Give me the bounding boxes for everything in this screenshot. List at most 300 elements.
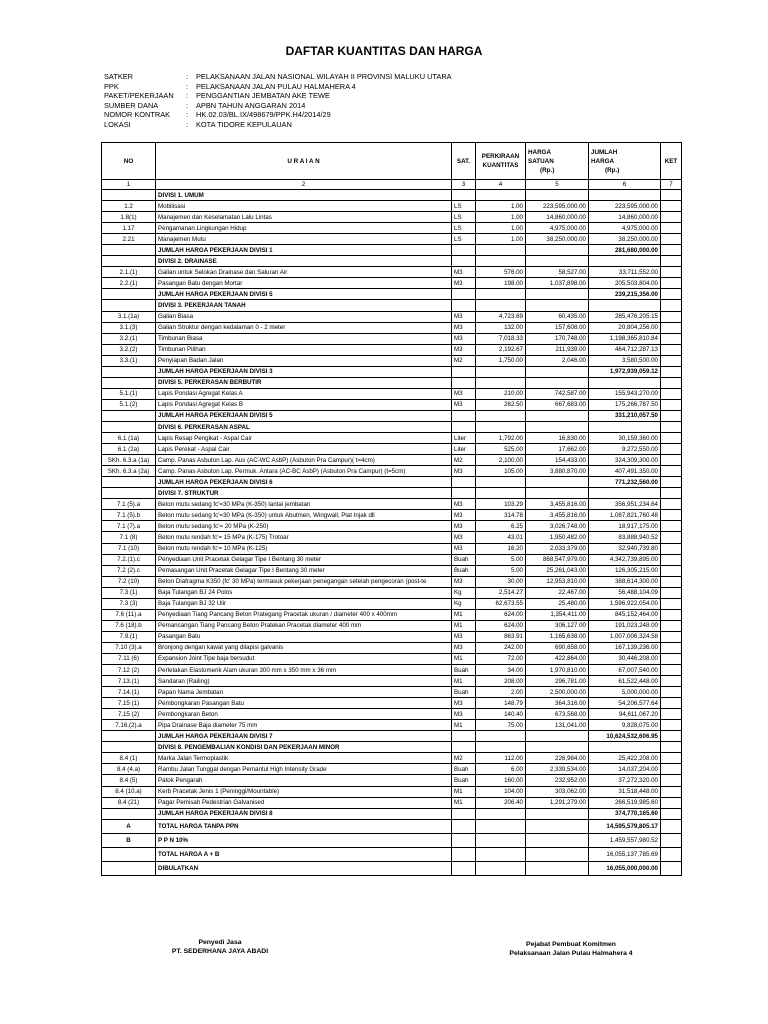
empty-cell — [476, 819, 526, 833]
item-no: 6.1 (2a) — [102, 444, 156, 455]
item-description: Camp. Panas Asbuton Lap. Permuk. Antara (AC-BC AsbP) (Asbuton Pra Campur) (t=5cm) — [156, 466, 452, 477]
table-row — [102, 631, 682, 642]
empty-cell — [526, 819, 589, 833]
empty-cell — [452, 833, 476, 847]
item-unit: M2 — [452, 355, 476, 366]
item-total: 167,139,236.00 — [589, 642, 661, 653]
item-note — [661, 510, 682, 521]
table-row — [102, 212, 682, 223]
item-unit: M3 — [452, 333, 476, 344]
empty-cell — [661, 742, 682, 753]
item-unit: Liter — [452, 433, 476, 444]
empty-cell — [476, 421, 526, 432]
table-row — [102, 223, 682, 234]
item-unit-price: 22,467.00 — [526, 587, 589, 598]
empty-cell — [589, 742, 661, 753]
table-row — [102, 665, 682, 676]
section-row — [102, 300, 682, 311]
item-unit-price: 60,435.00 — [526, 311, 589, 322]
totals-body — [102, 819, 682, 875]
item-unit: LS — [452, 234, 476, 245]
meta-value: PELAKSANAAN JALAN PULAU HALMAHERA 4 — [196, 81, 356, 91]
item-no: 7.11 (6) — [102, 653, 156, 664]
item-description: Galian Struktur dengan kedalaman 0 - 2 meter — [156, 322, 452, 333]
item-unit: M3 — [452, 466, 476, 477]
item-unit: Kg — [452, 598, 476, 609]
item-no: 6.1 (1a) — [102, 433, 156, 444]
meta-key: SATKER — [104, 72, 134, 81]
item-total: 191,023,248.00 — [589, 620, 661, 631]
subtotal-row — [102, 731, 682, 742]
table-row — [102, 709, 682, 720]
item-description: Mobilisasi — [156, 201, 452, 212]
item-description: Pembongkaran Beton — [156, 709, 452, 720]
item-unit-price: 14,860,000.00 — [526, 212, 589, 223]
empty-cell — [526, 377, 589, 388]
table-row — [102, 764, 682, 775]
item-no: 7.1 (10) — [102, 543, 156, 554]
subtotal-value: 1,972,939,059.12 — [589, 366, 661, 377]
item-unit-price: 1,354,411.00 — [526, 609, 589, 620]
item-unit-price: 868,547,979.00 — [526, 554, 589, 565]
item-unit: Buah — [452, 665, 476, 676]
item-note — [661, 344, 682, 355]
empty-cell — [452, 256, 476, 267]
signature-official — [486, 940, 656, 958]
table-row — [102, 653, 682, 664]
item-unit: M3 — [452, 521, 476, 532]
empty-cell — [476, 300, 526, 311]
table-row — [102, 466, 682, 477]
item-unit-price: 303,062.00 — [526, 786, 589, 797]
item-unit: M1 — [452, 609, 476, 620]
header-ket: KET — [661, 143, 682, 180]
item-total: 25,422,208.00 — [589, 753, 661, 764]
table-row — [102, 355, 682, 366]
item-no: 1.17 — [102, 223, 156, 234]
item-note — [661, 665, 682, 676]
row-no — [102, 808, 156, 819]
header-total-line1: JUMLAH — [591, 148, 618, 156]
item-note — [661, 797, 682, 808]
signature-contractor-role: Penyedi Jasa — [198, 939, 242, 946]
item-unit-price: 364,316.00 — [526, 698, 589, 709]
empty-cell — [452, 377, 476, 388]
item-total: 285,476,205.15 — [589, 311, 661, 322]
header-total-price — [589, 143, 661, 180]
subtotal-label: JUMLAH HARGA PEKERJAAN DIVISI 6 — [156, 477, 452, 488]
item-description: Lapis Pondasi Agregat Kelas B — [156, 399, 452, 410]
item-total: 223,595,000.00 — [589, 201, 661, 212]
total-label: TOTAL HARGA A + B — [156, 847, 452, 861]
section-title: DIVISI 3. PEKERJAAN TANAH — [156, 300, 452, 311]
item-quantity: 104.00 — [476, 786, 526, 797]
empty-cell — [526, 421, 589, 432]
empty-cell — [589, 377, 661, 388]
item-unit-price: 3,026,748.00 — [526, 521, 589, 532]
item-total: 30,159,360.00 — [589, 433, 661, 444]
item-note — [661, 554, 682, 565]
item-no: 5.1.(1) — [102, 388, 156, 399]
subtotal-label: JUMLAH HARGA PEKERJAAN DIVISI 8 — [156, 808, 452, 819]
item-quantity: 1,750.00 — [476, 355, 526, 366]
column-number: 1 — [102, 180, 156, 190]
document-title: DAFTAR KUANTITAS DAN HARGA — [285, 44, 483, 58]
item-note — [661, 499, 682, 510]
item-unit: M3 — [452, 532, 476, 543]
item-quantity: 103.29 — [476, 499, 526, 510]
item-no: 7.16.(2).a — [102, 720, 156, 731]
column-number: 3 — [452, 180, 476, 190]
item-total: 388,614,300.00 — [589, 576, 661, 587]
item-total: 3,580,500.00 — [589, 355, 661, 366]
item-no: 3.3.(1) — [102, 355, 156, 366]
item-quantity: 5.00 — [476, 565, 526, 576]
item-note — [661, 764, 682, 775]
column-number: 4 — [476, 180, 526, 190]
item-description: Manajemen dan Keselamatan Lalu Lintas — [156, 212, 452, 223]
table-row — [102, 234, 682, 245]
item-total: 1,198,365,810.84 — [589, 333, 661, 344]
empty-cell — [476, 245, 526, 256]
empty-cell — [476, 477, 526, 488]
item-note — [661, 720, 682, 731]
item-quantity: 210.00 — [476, 388, 526, 399]
item-total: 1,007,006,324.58 — [589, 631, 661, 642]
table-row — [102, 543, 682, 554]
item-note — [661, 521, 682, 532]
item-note — [661, 466, 682, 477]
empty-cell — [452, 861, 476, 875]
item-no: 7.10 (3).a — [102, 642, 156, 653]
signature-contractor-company: PT. SEDERHANA JAYA ABADI — [171, 948, 269, 955]
item-unit: LS — [452, 212, 476, 223]
item-quantity: 7,018.33 — [476, 333, 526, 344]
empty-cell — [661, 256, 682, 267]
header-price-line3: (Rp.) — [540, 166, 555, 174]
item-description: Penyediaan Tiang Pancang Beton Prategang Pracetak ukuran / diameter 400 x 400mm — [156, 609, 452, 620]
meta-row — [104, 120, 452, 130]
item-quantity: 624.00 — [476, 609, 526, 620]
item-total: 61,522,448.00 — [589, 676, 661, 687]
item-unit: M3 — [452, 698, 476, 709]
grand-total-row — [102, 819, 682, 833]
empty-cell — [452, 289, 476, 300]
meta-key: LOKASI — [104, 119, 131, 129]
header-price-line1: HARGA — [528, 148, 552, 156]
item-note — [661, 532, 682, 543]
empty-cell — [476, 833, 526, 847]
table-row — [102, 720, 682, 731]
empty-cell — [661, 731, 682, 742]
item-total: 9,272,550.00 — [589, 444, 661, 455]
item-no: 7.3 (3) — [102, 598, 156, 609]
table-row — [102, 753, 682, 764]
item-unit-price: 12,953,810.00 — [526, 576, 589, 587]
item-description: Sandaran (Railing) — [156, 676, 452, 687]
table-row — [102, 455, 682, 466]
row-no — [102, 289, 156, 300]
item-unit-price: 38,250,000.00 — [526, 234, 589, 245]
item-description: Galian Biasa — [156, 311, 452, 322]
table-row — [102, 399, 682, 410]
item-unit-price: 223,595,000.00 — [526, 201, 589, 212]
item-total: 126,305,215.00 — [589, 565, 661, 576]
item-description: Beton Diafragma K350 (fc' 30 MPa) termasuk pekerjaan penegangan setelah pengecoran (post-te — [156, 576, 452, 587]
item-quantity: 140.40 — [476, 709, 526, 720]
subtotal-row — [102, 289, 682, 300]
table-row — [102, 598, 682, 609]
item-unit-price: 2,033,379.00 — [526, 543, 589, 554]
item-unit-price: 2,046.00 — [526, 355, 589, 366]
total-value: 1,459,557,980.52 — [589, 833, 661, 847]
table-row — [102, 433, 682, 444]
item-description: Baja Tulangan BJ 24 Polos — [156, 587, 452, 598]
item-note — [661, 775, 682, 786]
total-value: 16,055,000,000.00 — [589, 861, 661, 875]
empty-cell — [589, 421, 661, 432]
item-quantity: 30.00 — [476, 576, 526, 587]
table-row — [102, 278, 682, 289]
item-quantity: 2.00 — [476, 687, 526, 698]
empty-cell — [526, 847, 589, 861]
item-unit-price: 742,587.00 — [526, 388, 589, 399]
table-row — [102, 201, 682, 212]
item-description: Timbunan Biasa — [156, 333, 452, 344]
item-total: 30,446,208.00 — [589, 653, 661, 664]
empty-cell — [452, 245, 476, 256]
empty-cell — [452, 190, 476, 201]
subtotal-value: 10,624,532,606.95 — [589, 731, 661, 742]
item-note — [661, 433, 682, 444]
item-total: 1,596,922,054.00 — [589, 598, 661, 609]
meta-colon: : — [186, 72, 189, 81]
item-total: 31,518,448.00 — [589, 786, 661, 797]
row-no — [102, 256, 156, 267]
item-quantity: 132.00 — [476, 322, 526, 333]
item-total: 18,917,175.00 — [589, 521, 661, 532]
item-unit: M3 — [452, 267, 476, 278]
item-note — [661, 653, 682, 664]
empty-cell — [526, 488, 589, 499]
item-total: 9,828,075.00 — [589, 720, 661, 731]
subtotal-row — [102, 245, 682, 256]
item-total: 205,503,804.00 — [589, 278, 661, 289]
section-row — [102, 256, 682, 267]
item-note — [661, 543, 682, 554]
subtotal-label: JUMLAH HARGA PEKERJAAN DIVISI 5 — [156, 410, 452, 421]
empty-cell — [476, 410, 526, 421]
item-no: 7.2 (2).c — [102, 565, 156, 576]
item-quantity: 160.00 — [476, 775, 526, 786]
item-description: Pengamanan Lingkungan Hidup — [156, 223, 452, 234]
item-no: SKh. 6.3.a (2a) — [102, 466, 156, 477]
item-total: 14,037,204.00 — [589, 764, 661, 775]
item-description: Timbunan Pilihan — [156, 344, 452, 355]
item-no: 3.2.(1) — [102, 333, 156, 344]
subtotal-label: JUMLAH HARGA PEKERJAAN DIVISI 3 — [156, 366, 452, 377]
table-row — [102, 775, 682, 786]
item-no: 7.13.(1) — [102, 676, 156, 687]
item-note — [661, 388, 682, 399]
empty-cell — [476, 289, 526, 300]
item-unit-price: 211,939.00 — [526, 344, 589, 355]
item-no: 2.21 — [102, 234, 156, 245]
item-no: 7.12 (2) — [102, 665, 156, 676]
item-quantity: 75.00 — [476, 720, 526, 731]
item-note — [661, 642, 682, 653]
empty-cell — [526, 833, 589, 847]
table-row — [102, 609, 682, 620]
meta-value: APBN TAHUN ANGGARAN 2014 — [196, 100, 306, 110]
item-no: SKh. 6.3.a (1a) — [102, 455, 156, 466]
empty-cell — [452, 731, 476, 742]
empty-cell — [452, 819, 476, 833]
subtotal-label: JUMLAH HARGA PEKERJAAN DIVISI 1 — [156, 245, 452, 256]
section-row — [102, 190, 682, 201]
item-note — [661, 609, 682, 620]
item-total: 175,266,787.50 — [589, 399, 661, 410]
item-note — [661, 223, 682, 234]
meta-colon: : — [186, 81, 189, 91]
item-description: Baja Tulangan BJ 32 Ulir — [156, 598, 452, 609]
item-unit-price: 131,041.00 — [526, 720, 589, 731]
item-quantity: 2,514.27 — [476, 587, 526, 598]
section-row — [102, 421, 682, 432]
item-unit-price: 1,037,898.00 — [526, 278, 589, 289]
empty-cell — [476, 488, 526, 499]
table-row — [102, 510, 682, 521]
item-unit: M3 — [452, 388, 476, 399]
item-unit-price: 690,658.00 — [526, 642, 589, 653]
item-note — [661, 234, 682, 245]
item-no: 1.8(1) — [102, 212, 156, 223]
item-description: Pemancangan Tiang Pancang Beton Pratekan Pracetak diameter 400 mm — [156, 620, 452, 631]
table-row — [102, 499, 682, 510]
item-unit: Liter — [452, 444, 476, 455]
empty-cell — [589, 300, 661, 311]
empty-cell — [476, 808, 526, 819]
item-unit-price: 58,527.00 — [526, 267, 589, 278]
item-note — [661, 587, 682, 598]
item-unit: M3 — [452, 642, 476, 653]
item-description: Marka Jalan Termoplastik — [156, 753, 452, 764]
empty-cell — [589, 488, 661, 499]
item-quantity: 863.91 — [476, 631, 526, 642]
empty-cell — [452, 366, 476, 377]
item-quantity: 6.25 — [476, 521, 526, 532]
item-unit-price: 25,480.00 — [526, 598, 589, 609]
item-note — [661, 786, 682, 797]
item-unit: M2 — [452, 753, 476, 764]
item-description: Penyiapan Badan Jalan — [156, 355, 452, 366]
empty-cell — [476, 256, 526, 267]
empty-cell — [661, 421, 682, 432]
table-row — [102, 687, 682, 698]
item-unit-price: 3,880,870.00 — [526, 466, 589, 477]
item-note — [661, 565, 682, 576]
item-unit: Kg — [452, 587, 476, 598]
empty-cell — [452, 742, 476, 753]
item-note — [661, 399, 682, 410]
item-no: 7.6 (18).b — [102, 620, 156, 631]
empty-cell — [661, 190, 682, 201]
empty-cell — [526, 289, 589, 300]
item-unit: M1 — [452, 653, 476, 664]
item-unit-price: 25,261,043.00 — [526, 565, 589, 576]
item-quantity: 148.79 — [476, 698, 526, 709]
item-note — [661, 753, 682, 764]
table-row — [102, 698, 682, 709]
item-note — [661, 698, 682, 709]
meta-key: NOMOR KONTRAK — [104, 110, 171, 119]
empty-cell — [452, 421, 476, 432]
item-note — [661, 620, 682, 631]
item-description: Expansion Joint Tipe baja bersudut — [156, 653, 452, 664]
meta-value: HK.02.03/BL.IX/498679/PPK.H4/2014/29 — [196, 110, 331, 119]
grand-total-row — [102, 847, 682, 861]
item-unit: M3 — [452, 576, 476, 587]
row-no — [102, 300, 156, 311]
item-unit: M3 — [452, 399, 476, 410]
meta-row — [104, 91, 452, 101]
item-description: Pagar Pemisah Pedestrian Galvanised — [156, 797, 452, 808]
subtotal-value: 771,232,560.00 — [589, 477, 661, 488]
meta-value: KOTA TIDORE KEPULAUAN — [196, 119, 292, 129]
empty-cell — [661, 366, 682, 377]
meta-colon: : — [186, 119, 189, 129]
empty-cell — [661, 847, 682, 861]
empty-cell — [476, 190, 526, 201]
item-note — [661, 333, 682, 344]
item-unit: M1 — [452, 676, 476, 687]
subtotal-row — [102, 366, 682, 377]
item-total: 83,888,940.52 — [589, 532, 661, 543]
item-no: 5.1.(2) — [102, 399, 156, 410]
item-quantity: 208.00 — [476, 676, 526, 687]
item-note — [661, 455, 682, 466]
item-quantity: 4,723.69 — [476, 311, 526, 322]
empty-cell — [526, 742, 589, 753]
table-row — [102, 521, 682, 532]
item-description: Beton mutu sedang fc'= 20 MPa (K-250) — [156, 521, 452, 532]
empty-cell — [661, 477, 682, 488]
empty-cell — [526, 477, 589, 488]
item-no: 8.4 (21) — [102, 797, 156, 808]
empty-cell — [661, 819, 682, 833]
table-row — [102, 267, 682, 278]
total-no — [102, 861, 156, 875]
table-row — [102, 676, 682, 687]
item-total: 67,007,540.00 — [589, 665, 661, 676]
item-quantity: 34.00 — [476, 665, 526, 676]
item-unit: M2 — [452, 455, 476, 466]
empty-cell — [476, 847, 526, 861]
item-total: 5,000,000.00 — [589, 687, 661, 698]
item-note — [661, 267, 682, 278]
table-row — [102, 311, 682, 322]
item-description: Rambu Jalan Tunggal dengan Pemantul High Intensity Grade — [156, 764, 452, 775]
empty-cell — [452, 410, 476, 421]
item-no: 7.2 (10) — [102, 576, 156, 587]
item-unit-price: 17,662.00 — [526, 444, 589, 455]
empty-cell — [661, 861, 682, 875]
empty-cell — [452, 300, 476, 311]
item-unit-price: 226,984.00 — [526, 753, 589, 764]
empty-cell — [589, 190, 661, 201]
item-quantity: 1.00 — [476, 223, 526, 234]
empty-cell — [661, 377, 682, 388]
